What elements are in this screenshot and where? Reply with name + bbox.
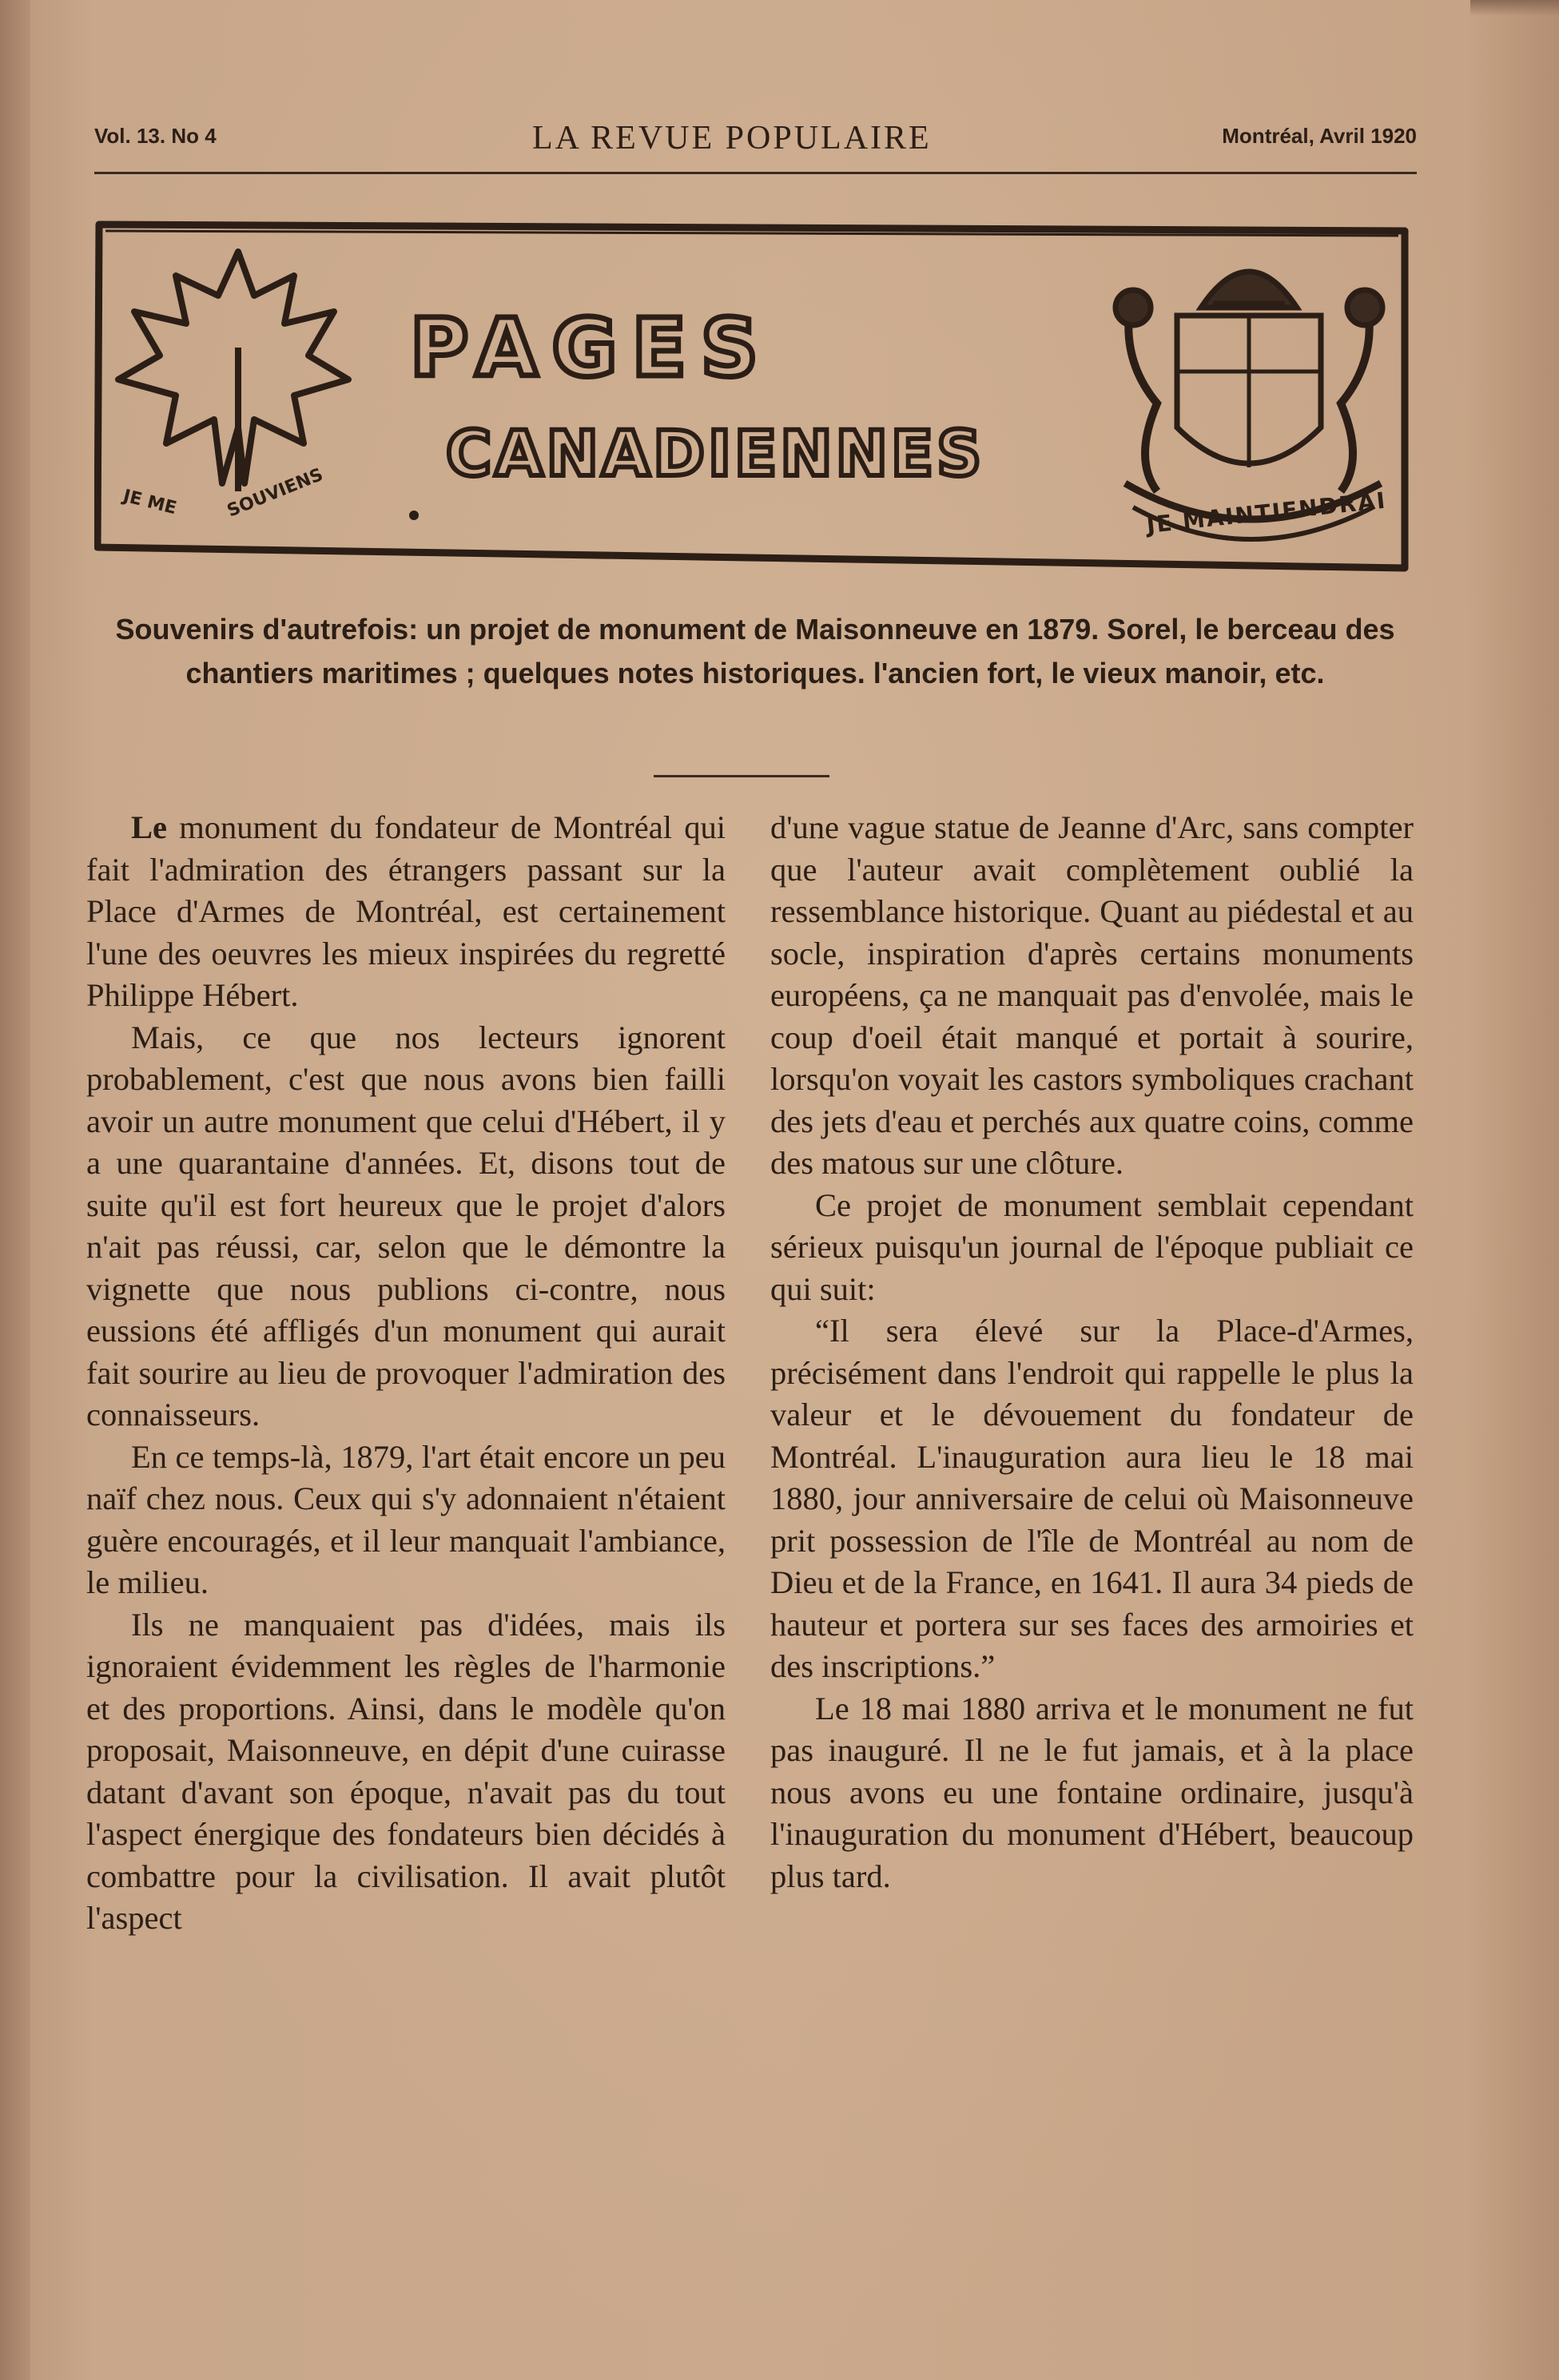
maple-leaf-icon	[118, 252, 348, 491]
header-rule	[94, 172, 1417, 174]
pages-canadiennes-banner	[94, 220, 1411, 573]
article-column-left	[86, 807, 726, 1940]
banner-title-canadiennes: CANADIENNES	[446, 419, 985, 491]
paragraph: “Il sera élevé sur la Place-d'Armes, précisément dans l'endroit qui rappelle le plus la valeur et le dévouement du fondateur de Montréal. L'inauguration aura lieu le 18 mai 1880, jour anniversaire de celui où Maisonneuve prit possession de l'île de Montréal au nom de Dieu et de la France, en 1641. Il aura 34 pieds de hauteur et portera sur ses faces des armoiries et des inscriptions.”	[770, 1313, 1414, 1684]
page-corner-shadow	[1470, 0, 1559, 16]
banner-title-pages: PAGES	[410, 301, 773, 395]
motto-right: JE MAINTIENDRAI	[1145, 487, 1388, 538]
article-subtitle: Souvenirs d'autrefois: un projet de monument de Maisonneuve en 1879. Sorel, le berceau des chantiers maritimes ; quelques notes historiques. l'ancien fort, le vieux manoir, etc.	[115, 613, 1395, 689]
paragraph: Ils ne manquaient pas d'idées, mais ils ignoraient évidemment les règles de l'harmonie et des proportions. Ainsi, dans le modèle qu'on proposait, Maisonneuve, en dépit d'une cuirasse datant d'avant son époque, n'avait pas du tout l'aspect énergique des fondateurs bien décidés à combattre pour la civilisation. Il avait plutôt l'aspect	[86, 1606, 726, 1936]
banner-artwork	[94, 220, 1411, 573]
running-header	[94, 120, 1417, 180]
paragraph: En ce temps-là, 1879, l'art était encore un peu naïf chez nous. Ceux qui s'y adonnaient n'étaient guère encouragés, et il leur manquait l'ambiance, le milieu.	[86, 1438, 726, 1600]
paragraph: d'une vague statue de Jeanne d'Arc, sans compter que l'auteur avait complètement oublié la ressemblance historique. Quant au piédestal et au socle, inspiration d'après certains monuments européens, ça ne manquait pas d'envolée, mais le coup d'oeil était manqué et portait à sourire, lorsqu'on voyait les castors symboliques crachant des jets d'eau et perchés aux quatre coins, comme des matous sur une clôture.	[770, 809, 1414, 1181]
paragraph	[86, 807, 726, 1017]
binding-edge	[0, 0, 30, 2380]
publication-title: LA REVUE POPULAIRE	[532, 120, 932, 157]
volume-number: Vol. 13. No 4	[94, 124, 217, 148]
section-divider	[654, 775, 829, 777]
article-column-right	[770, 807, 1414, 1897]
lead-word: Le	[131, 809, 167, 845]
motto-left-souviens: SOUVIENS	[224, 464, 326, 522]
paragraph: Ce projet de monument semblait cependant sérieux puisqu'un journal de l'époque publiait ce qui suit:	[770, 1186, 1414, 1307]
paragraph: Mais, ce que nos lecteurs ignorent probablement, c'est que nous avons bien failli avoir un autre monument que celui d'Hébert, il y a une quarantaine d'années. Et, disons tout de suite qu'il est fort heureux que le projet d'alors n'ait pas réussi, car, selon que le démontre la vignette que nous publions ci-contre, nous eussions été affligés d'un monument qui aurait fait sourire au lieu de provoquer l'admiration des connaisseurs.	[86, 1019, 726, 1432]
issue-date: Montréal, Avril 1920	[1222, 124, 1417, 148]
paragraph: Le 18 mai 1880 arriva et le monument ne fut pas inauguré. Il ne le fut jamais, et à la place nous avons eu une fontaine ordinaire, jusqu'à l'inauguration du monument d'Hébert, beaucoup plus tard.	[770, 1690, 1414, 1894]
motto-left-je-me: JE ME	[121, 486, 179, 519]
paragraph-text: monument du fondateur de Montréal qui fait l'admiration des étrangers passant sur la Place d'Armes de Montréal, est certainement l'une des oeuvres les mieux inspirées du regretté Philippe Hébert.	[86, 809, 726, 1013]
